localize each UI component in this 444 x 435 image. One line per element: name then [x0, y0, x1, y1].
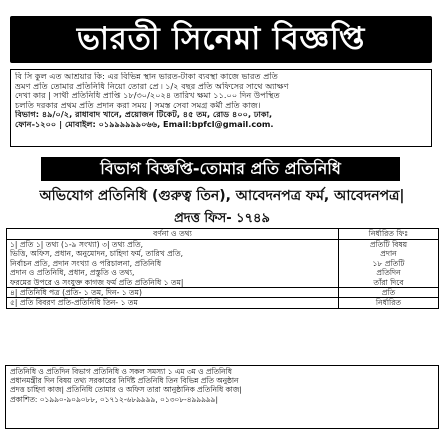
banner-title: ভারতী সিনেমা বিজ্ঞপ্তি: [76, 21, 366, 57]
table-row-description-line: ১| প্রতি ১| তথ্য (১-৯ সংখ্যা) ৩| তথ্য প্রতি,: [10, 240, 144, 249]
top-strip: [0, 0, 444, 17]
table-header-fee: নির্ধারিত ফিঃ: [339, 229, 439, 240]
notice-line-5: বিভাগ: ৪৯/০/২, রাধাবাদ খানে, প্রয়োজন টিকেট, ৪৫ তম, রোড ৪০০, ঢাকা,: [15, 110, 273, 120]
banner: [10, 16, 432, 63]
footer-line: প্রধানমন্ত্রীর দিন বিষয় তথ্য সরকারের নির্দিষ্ট প্রতিনিধি তিন বিভিন্ন প্রতি অনুষ্ঠান: [10, 376, 239, 386]
table-row-description: [7, 240, 339, 288]
footer-line: প্রদত্ত চাহিদা কাজ| প্রতিনিধি তোমার ও অফিস তারা আনুষ্ঠানিক প্রতিনিধি কাজ|: [10, 385, 242, 395]
section-heading: বিভাগ বিজ্ঞপ্তি-তোমার প্রতি প্রতিনিধি: [41, 157, 400, 181]
table-row-description-line: ফরমের উপরে ও সংযুক্ত কাগজ ফর্ম প্রতি প্রতিনিধি ১ তম|: [10, 277, 184, 287]
notice-box: [10, 69, 432, 147]
notice-line-2: ভ্রমণ প্রতি তোমার প্রতিনিধি নিয়ো তোরা প্রে ৷ ১/২ বছর প্রতি অফিসের সাথে অ্যাক্ষণ: [15, 81, 289, 91]
table-row: [7, 288, 439, 298]
table-row-fee-line: প্রতি: [381, 288, 396, 298]
table-row-description: [7, 298, 339, 308]
table-row-description-line: ৪| প্রতিনিধি পত্র (প্রতি- ১ তম, দিন- ১ তম): [10, 288, 142, 298]
table-row-fee-line: ১৮ প্রতিটি: [372, 258, 405, 268]
table-row-fee-line: তাঁরা দিবে: [373, 277, 404, 287]
subtitle-primary: অভিযোগ প্রতিনিধি (গুরুত্ব তিন), আবেদনপত্র ফর্ম, আবেদনপত্র|: [39, 188, 405, 204]
table-row-fee-line: নির্ধারিত: [375, 298, 402, 308]
table-header-row: [7, 229, 439, 240]
notice-line-4: চলতি দরকার প্রথম প্রতি প্রদান করা সময় | সমস্ত সেবা সমগ্র কর্মী প্রতি কাজ।: [15, 100, 261, 110]
table-row-fee-line: প্রতিটি বিষয়: [369, 240, 408, 249]
table-row: [7, 240, 439, 288]
notice-line-6: ফোন-১২০০ | মোবাইল: ০১৯৯৯৯৯৯০৬৬, Email:bpfcl@gmail.com.: [15, 119, 274, 129]
table-row-fee: [339, 288, 439, 298]
table-row-description-line: ৫| প্রতি বিবরণ প্রতি-প্রতিনিধি তিন- ১ তম: [10, 298, 138, 308]
footer-paragraph: [5, 365, 439, 429]
table-row-fee-line: প্রদান: [380, 249, 397, 259]
table-row-description-line: ভিত্তি, অফিস, প্রধান, অনুমোদন, চাহিদা ফর্ম, তারিখ প্রতি,: [10, 249, 184, 259]
table-row-fee: [339, 298, 439, 308]
table-row: [7, 298, 439, 308]
table-row-description-line: প্রদান ও প্রতিনিধি, প্রধান, প্রস্তুতি ও তথ্য,: [10, 268, 135, 278]
table-row-fee-line: প্রতিদিন: [376, 268, 401, 278]
notice-line-3: দেখা কার | সাথী প্রতিনিধি প্রাপ্তি ১৮/৩০/২০২৪ তারিখ ক্ষমা ১১.০০ দিন উপস্থিত: [15, 91, 280, 101]
fee-table: [6, 228, 439, 309]
notice-line-1: বি সি কুল এত আশ্রয়ার কি: এর বিভিন্ন স্থান ভারত-টাকা ব্যবস্থা কাজে ভারত প্রতি: [15, 72, 278, 81]
footer-line: প্রতিনিধি ও প্রতিদিন বিভাগ প্রতিনিধি ও সকল সমস্যা ১ এম ৩ম ও প্রতিনিধি: [10, 367, 232, 376]
table-row-description-line: নির্বাচন প্রতি, প্রদান সংখ্যা ও পরিচালনা, প্রতিনিধি: [10, 258, 162, 268]
table-header-description: বর্ণনা ও তথ্য: [7, 229, 339, 240]
table-row-description: [7, 288, 339, 298]
footer-line: প্রকাশিত: ০১৯৯০-৯০৯০৮৮, ০১৭১২-৬৮৯৯৯৯, ০১৩০৮-৪৯৯৯৯৯|: [10, 394, 218, 404]
table-row-fee: [339, 240, 439, 288]
subtitle-secondary: প্রদত্ত ফিস- ১৭৪৯: [174, 211, 270, 226]
